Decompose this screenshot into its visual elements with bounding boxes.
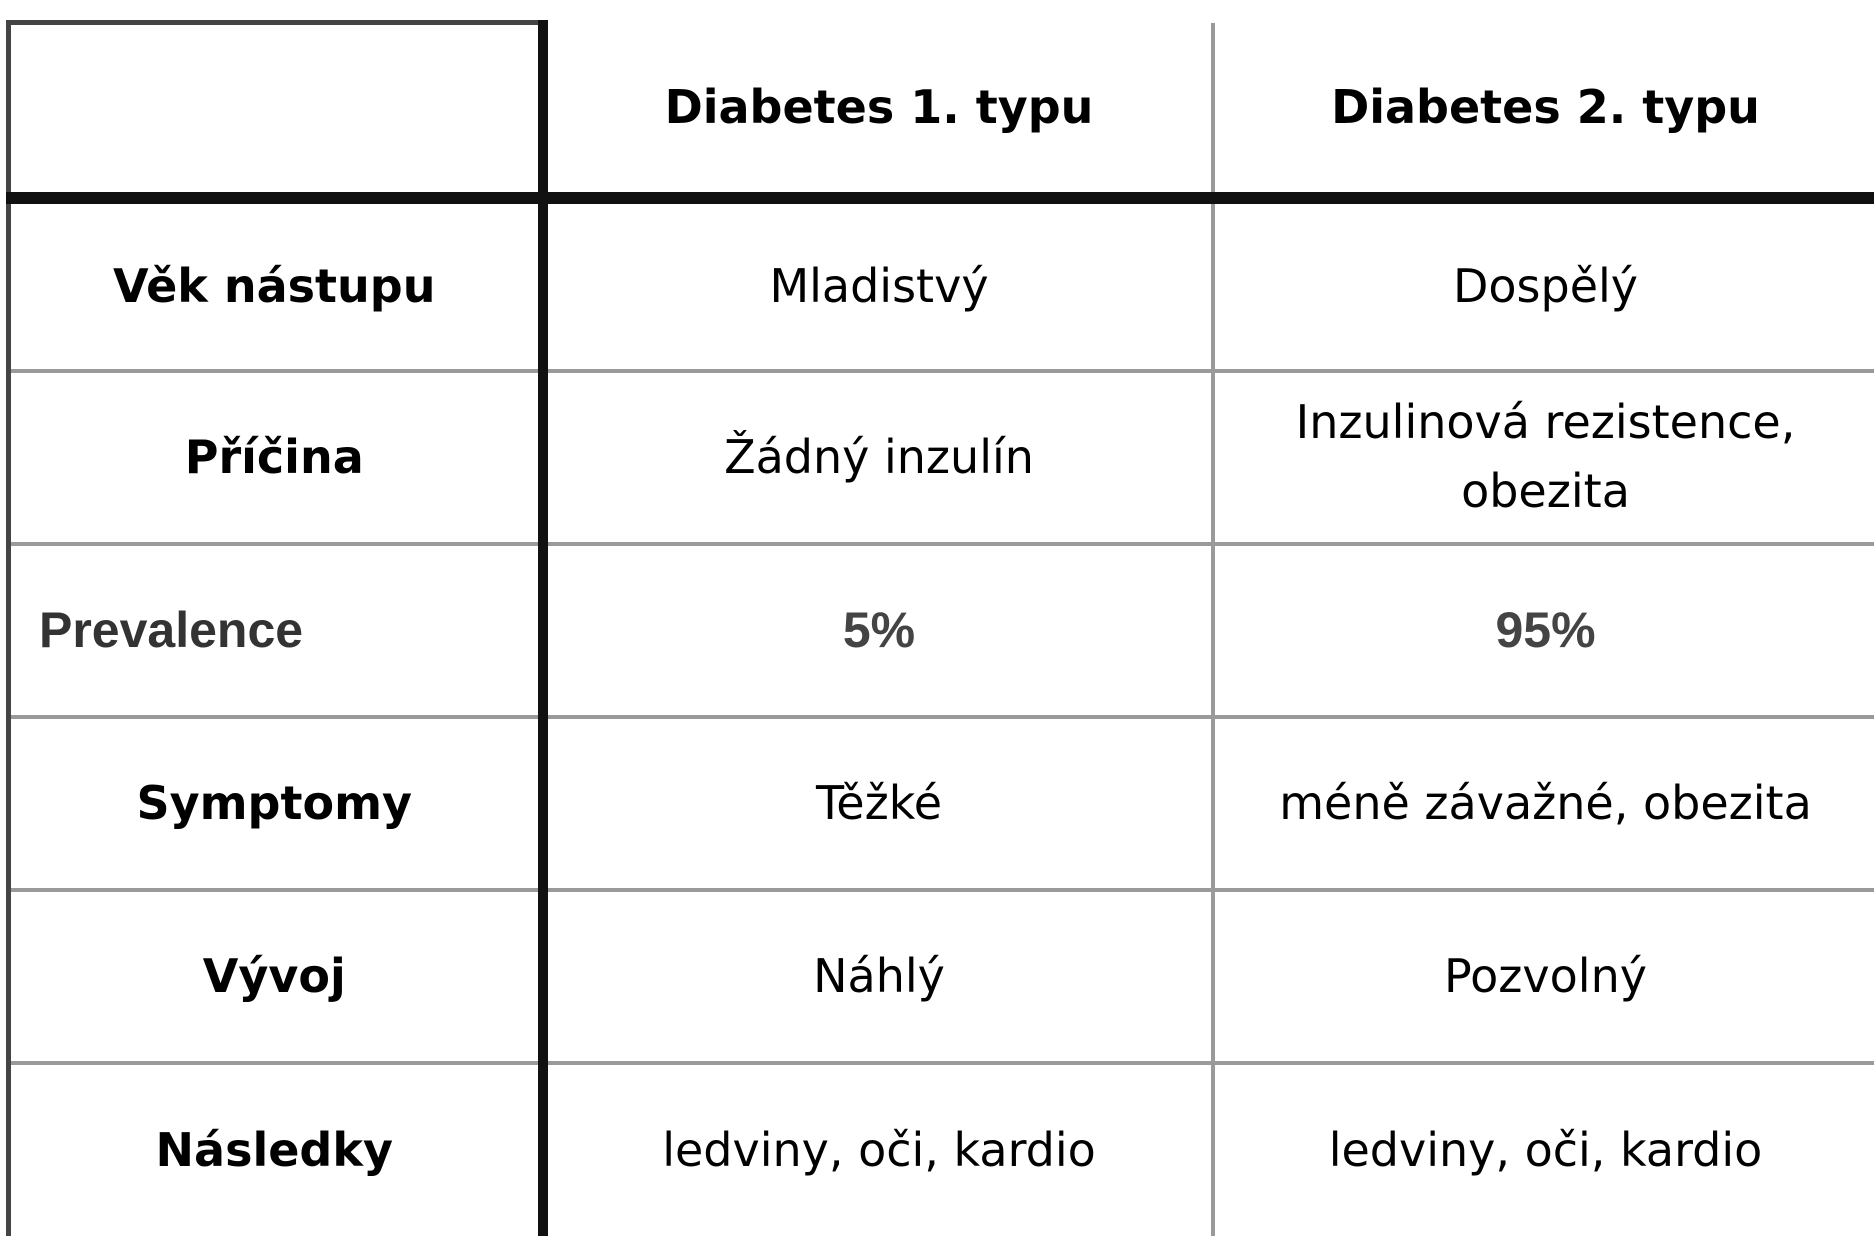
row-label: Následky [9,1063,543,1236]
type2-value: Inzulinová rezistence, obezita [1213,371,1874,544]
type1-value: Žádný inzulín [543,371,1213,544]
type1-value: Mladistvý [543,198,1213,371]
type2-value: Dospělý [1213,198,1874,371]
row-label: Symptomy [9,717,543,890]
type2-value: ledviny, oči, kardio [1213,1063,1874,1236]
table-row [9,1063,1874,1236]
row-label: Příčina [9,371,543,544]
row-label: Vývoj [9,890,543,1063]
table-row [9,544,1874,717]
header-corner-cell [9,23,543,198]
row-label: Věk nástupu [9,198,543,371]
type2-value: Pozvolný [1213,890,1874,1063]
type2-value: 95% [1213,544,1874,717]
type1-value: Těžké [543,717,1213,890]
header-row [9,23,1874,198]
type1-value: 5% [543,544,1213,717]
header-type1: Diabetes 1. typu [543,23,1213,198]
type1-value: Náhlý [543,890,1213,1063]
table-row [9,371,1874,544]
header-type2: Diabetes 2. typu [1213,23,1874,198]
row-label: Prevalence [9,544,543,717]
diabetes-comparison-table [6,20,1874,1236]
table-row [9,198,1874,371]
table-row [9,717,1874,890]
table-row [9,890,1874,1063]
type2-value: méně závažné, obezita [1213,717,1874,890]
type1-value: ledviny, oči, kardio [543,1063,1213,1236]
